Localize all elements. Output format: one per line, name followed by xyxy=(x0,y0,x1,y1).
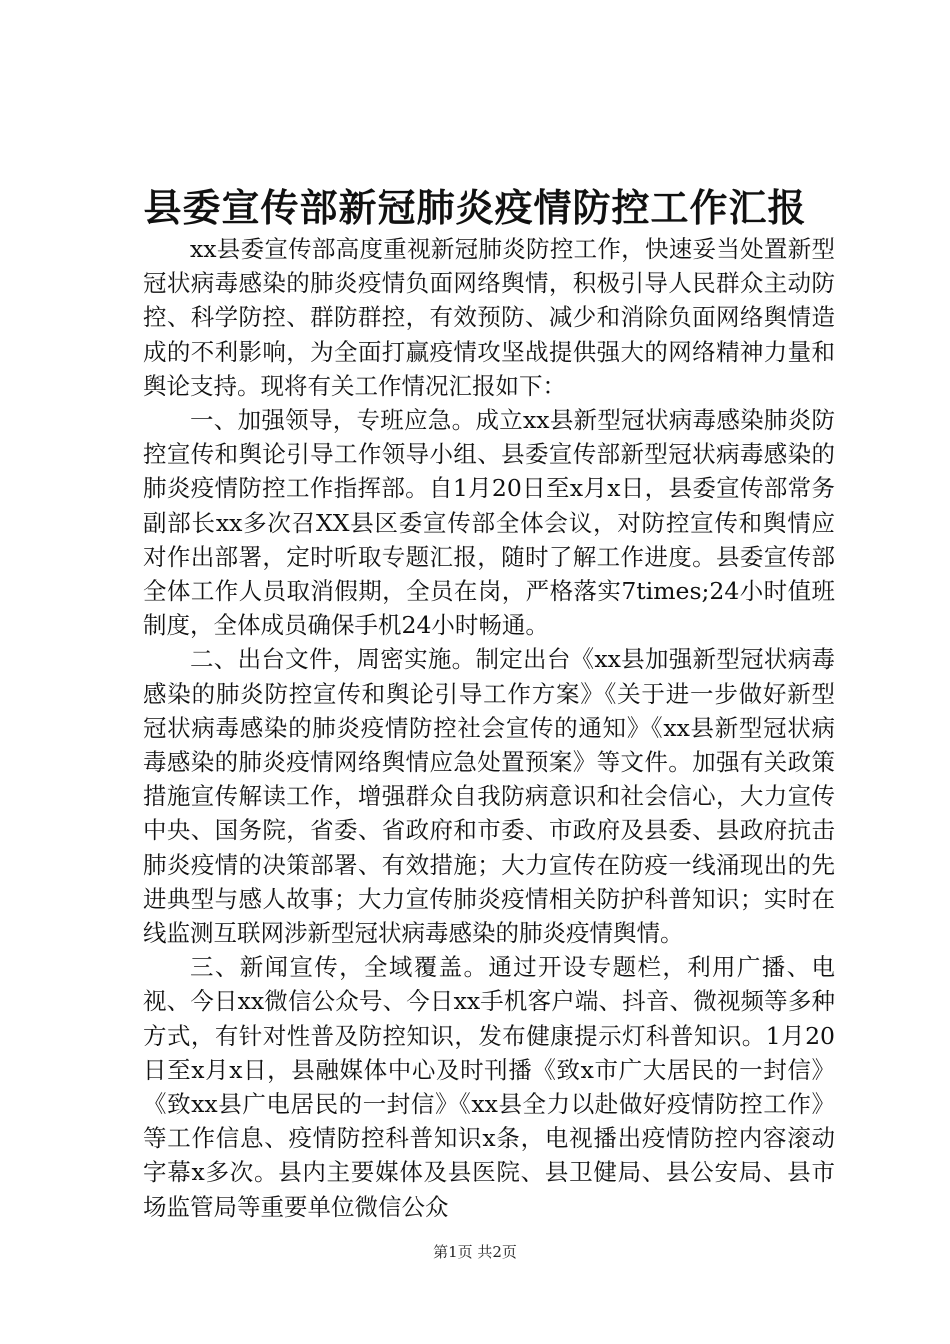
document-body xyxy=(143,232,835,1224)
paragraph-section-3: 三、新闻宣传，全域覆盖。通过开设专题栏，利用广播、电视、今日xx微信公众号、今日xx手机客户端、抖音、微视频等多种方式，有针对性普及防控知识，发布健康提示灯科普知识。1月20日至x月x日，县融媒体中心及时刊播《致x市广大居民的一封信》《致xx县广电居民的一封信》《xx县全力以赴做好疫情防控工作》等工作信息、疫情防控科普知识x条，电视播出疫情防控内容滚动字幕x多次。县内主要媒体及县医院、县卫健局、县公安局、县市场监管局等重要单位微信公众 xyxy=(143,953,835,1221)
paragraph-intro: xx县委宣传部高度重视新冠肺炎防控工作，快速妥当处置新型冠状病毒感染的肺炎疫情负面网络舆情，积极引导人民群众主动防控、科学防控、群防群控，有效预防、减少和消除负面网络舆情造成的不利影响，为全面打赢疫情攻坚战提供强大的网络精神力量和舆论支持。现将有关工作情况汇报如下： xyxy=(143,235,835,400)
page-footer: 第1页 共2页 xyxy=(433,1243,517,1261)
paragraph-section-1: 一、加强领导，专班应急。成立xx县新型冠状病毒感染肺炎防控宣传和舆论引导工作领导小组、县委宣传部新型冠状病毒感染的肺炎疫情防控工作指挥部。自1月20日至x月x日，县委宣传部常务副部长xx多次召XX县区委宣传部全体会议，对防控宣传和舆情应对作出部署，定时听取专题汇报，随时了解工作进度。县委宣传部全体工作人员取消假期，全员在岗，严格落实7times;24小时值班制度，全体成员确保手机24小时畅通。 xyxy=(143,406,835,640)
paragraph-section-2: 二、出台文件，周密实施。制定出台《xx县加强新型冠状病毒感染的肺炎防控宣传和舆论引导工作方案》《关于进一步做好新型冠状病毒感染的肺炎疫情防控社会宣传的通知》《xx县新型冠状病毒感染的肺炎疫情网络舆情应急处置预案》等文件。加强有关政策措施宣传解读工作，增强群众自我防病意识和社会信心，大力宣传中央、国务院，省委、省政府和市委、市政府及县委、县政府抗击肺炎疫情的决策部署、有效措施；大力宣传在防疫一线涌现出的先进典型与感人故事；大力宣传肺炎疫情相关防护科普知识；实时在线监测互联网涉新型冠状病毒感染的肺炎疫情舆情。 xyxy=(143,645,835,948)
document-title: 县委宣传部新冠肺炎疫情防控工作汇报 xyxy=(143,185,807,230)
